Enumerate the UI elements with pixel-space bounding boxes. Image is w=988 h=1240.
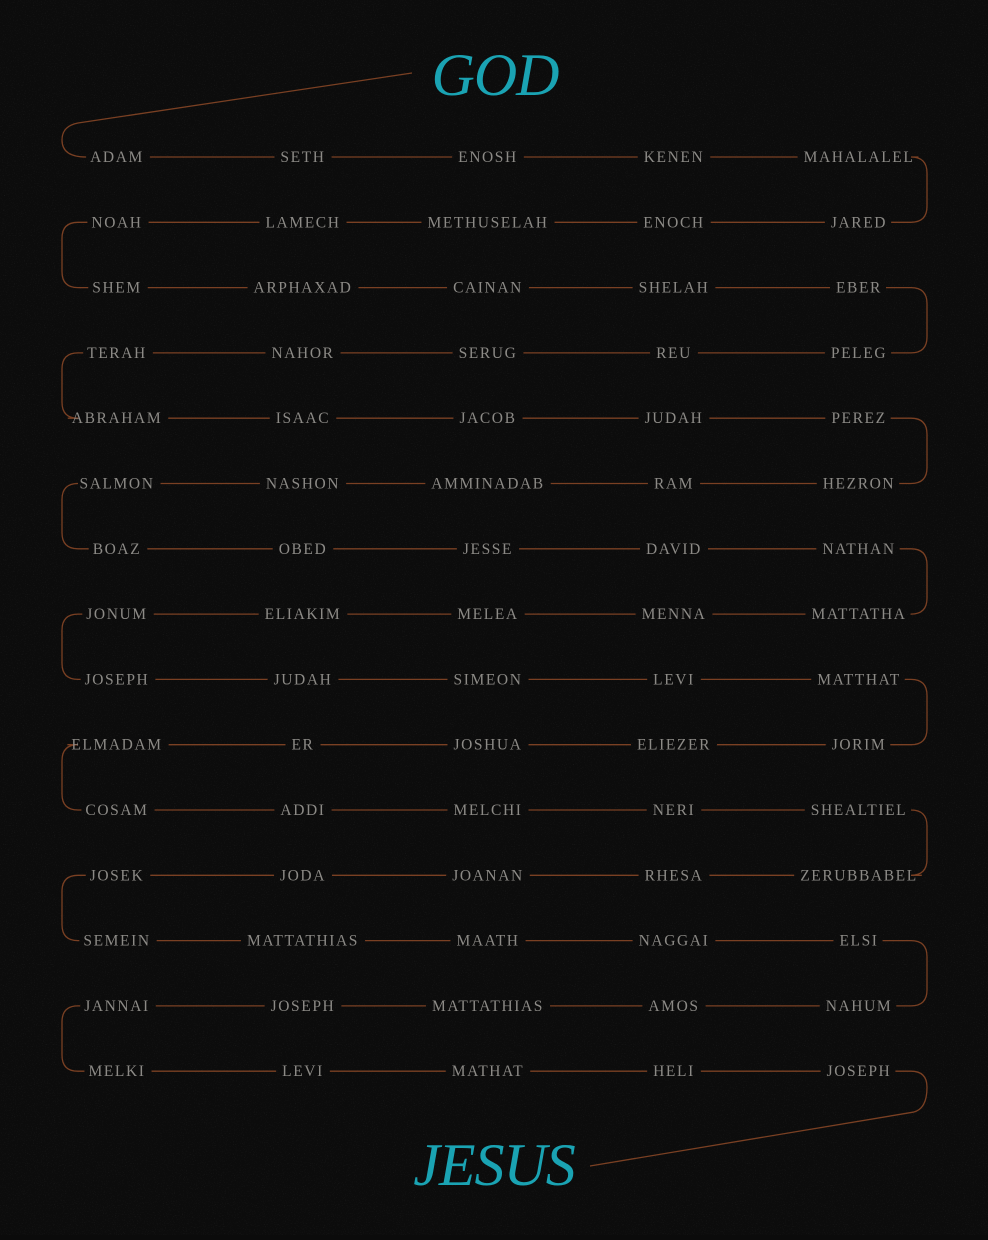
name-label: ABRAHAM <box>71 410 163 428</box>
name-label: JORIM <box>831 736 887 754</box>
name-label: SHEALTIEL <box>810 802 908 819</box>
name-label: MAHALALEL <box>803 149 915 166</box>
name-label: RAM <box>653 475 695 493</box>
name-label: ELIAKIM <box>264 606 342 624</box>
name-label: JANNAI <box>84 997 150 1015</box>
name-label: ELIEZER <box>636 736 712 754</box>
name-label: JARED <box>830 214 888 232</box>
name-label: ELSI <box>839 932 879 950</box>
name-label: SALMON <box>79 475 155 493</box>
name-label: SERUG <box>458 344 518 362</box>
name-label: SEMEIN <box>83 932 151 950</box>
name-label: ADAM <box>90 149 144 166</box>
name-label: NOAH <box>91 214 143 232</box>
name-label: MATTHAT <box>817 671 901 689</box>
name-label: NATHAN <box>822 540 896 558</box>
name-label: PELEG <box>830 344 888 362</box>
name-label: EBER <box>835 279 883 297</box>
name-label: SETH <box>280 149 326 166</box>
name-label: JOANAN <box>452 867 524 885</box>
name-label: JOSEK <box>89 867 145 885</box>
name-label: METHUSELAH <box>427 214 549 232</box>
name-label: JACOB <box>459 410 517 428</box>
name-label: MATTATHIAS <box>431 997 545 1015</box>
name-label: TERAH <box>87 344 147 362</box>
name-label: ER <box>291 736 315 754</box>
name-label: CAINAN <box>453 279 523 297</box>
top-title-god: GOD <box>431 42 559 108</box>
name-label: NAHOR <box>271 344 335 362</box>
name-label: ENOCH <box>643 214 705 232</box>
name-label: ENOSH <box>458 149 518 166</box>
name-label: NAGGAI <box>638 932 710 950</box>
name-label: MELCHI <box>453 802 523 819</box>
name-label: SHELAH <box>638 279 710 297</box>
name-label: NASHON <box>265 475 341 493</box>
name-label: ISAAC <box>275 410 331 428</box>
name-label: NERI <box>652 802 696 819</box>
name-label: MATHAT <box>451 1063 525 1081</box>
name-label: MELEA <box>457 606 519 624</box>
name-label: LEVI <box>282 1063 324 1081</box>
name-label: JUDAH <box>273 671 333 689</box>
name-label: JUDAH <box>644 410 704 428</box>
name-label: JODA <box>279 867 327 885</box>
name-label: MAATH <box>456 932 520 950</box>
name-label: BOAZ <box>92 540 142 558</box>
name-label: ADDI <box>280 802 326 819</box>
name-label: AMMINADAB <box>431 475 545 493</box>
name-label: HEZRON <box>822 475 896 493</box>
name-label: HELI <box>653 1063 695 1081</box>
name-label: LEVI <box>653 671 695 689</box>
name-label: JOSEPH <box>84 671 150 689</box>
name-label: MATTATHIAS <box>246 932 360 950</box>
name-label: OBED <box>278 540 328 558</box>
bottom-title-jesus: JESUS <box>413 1132 575 1198</box>
name-label: COSAM <box>85 802 149 819</box>
name-label: SHEM <box>92 279 142 297</box>
name-label: JESSE <box>462 540 514 558</box>
name-label: JOSHUA <box>453 736 523 754</box>
name-label: ZERUBBABEL <box>800 867 918 885</box>
name-label: MELKI <box>88 1063 146 1081</box>
name-label: MATTATHA <box>811 606 907 624</box>
name-label: JOSEPH <box>826 1063 892 1081</box>
name-label: NAHUM <box>825 997 893 1015</box>
name-label: JONUM <box>86 606 148 624</box>
name-label: ELMADAM <box>71 736 163 754</box>
name-label: KENEN <box>643 149 705 166</box>
name-label: SIMEON <box>453 671 523 689</box>
name-label: MENNA <box>641 606 707 624</box>
name-label: PEREZ <box>831 410 887 428</box>
name-label: ARPHAXAD <box>253 279 353 297</box>
name-label: AMOS <box>648 997 700 1015</box>
name-label: DAVID <box>646 540 702 558</box>
name-label: LAMECH <box>265 214 341 232</box>
name-label: RHESA <box>644 867 704 885</box>
name-label: JOSEPH <box>270 997 336 1015</box>
name-label: REU <box>656 344 692 362</box>
